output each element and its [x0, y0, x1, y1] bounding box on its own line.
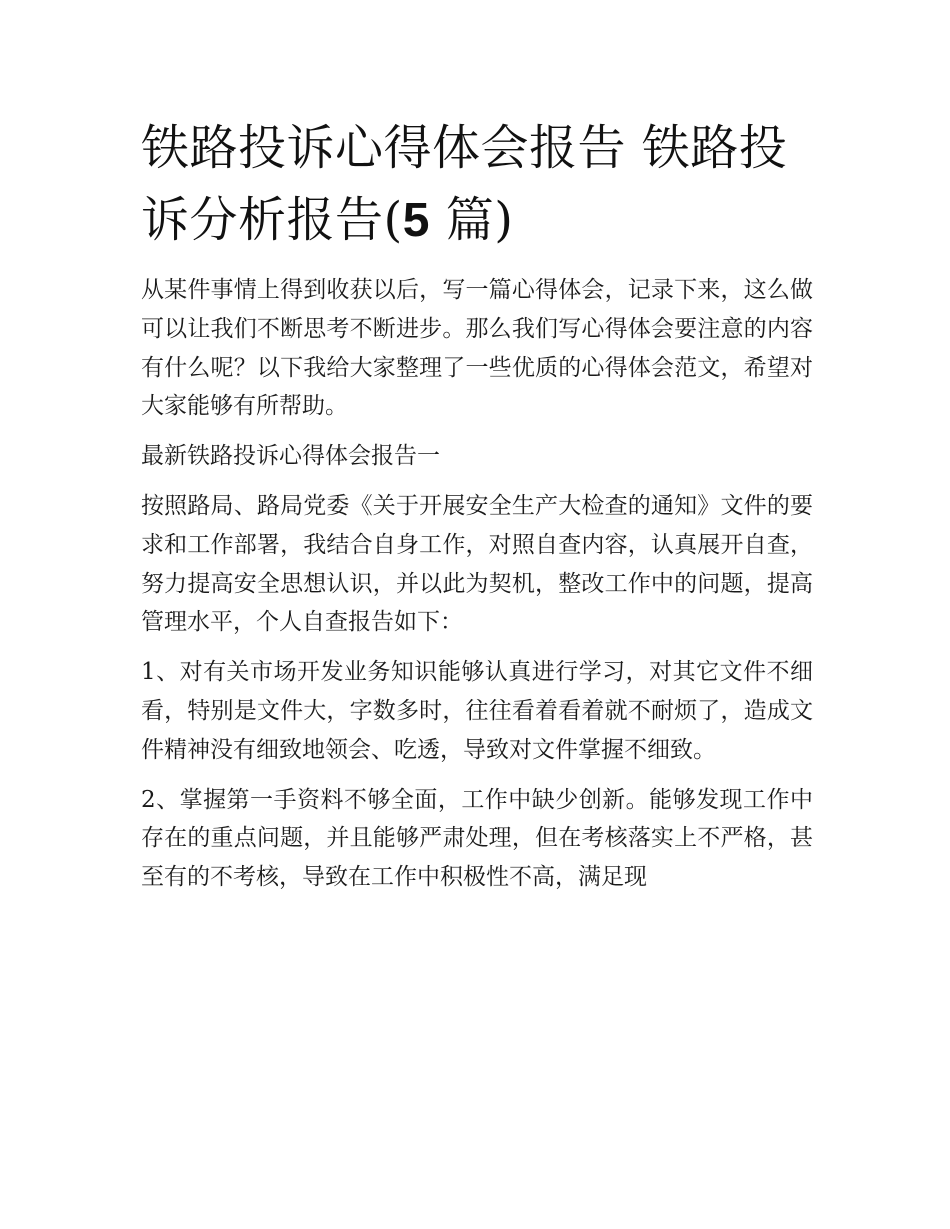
body-paragraph: 按照路局、路局党委《关于开展安全生产大检查的通知》文件的要求和工作部署，我结合自身工作，对照自查内容，认真展开自查，努力提高安全思想认识，并以此为契机，整改工作中的问题，提高管理水平，个人自查报告如下：	[141, 492, 813, 636]
title-count: 5	[402, 194, 430, 247]
document-title	[141, 112, 813, 257]
document-body	[141, 271, 813, 897]
document-page	[141, 112, 813, 908]
list-item-2: 2、掌握第一手资料不够全面，工作中缺少创新。能够发现工作中存在的重点问题，并且能够严肃处理，但在考核落实上不严格，甚至有的不考核，导致在工作中积极性不高，满足现	[141, 786, 813, 891]
title-text-part2: 篇)	[429, 192, 514, 248]
title-text-part1: 铁路投诉心得体会报告 铁路投诉分析报告(	[141, 120, 788, 248]
section-heading: 最新铁路投诉心得体会报告一	[141, 443, 440, 470]
intro-paragraph: 从某件事情上得到收获以后，写一篇心得体会，记录下来，这么做可以让我们不断思考不断进步。那么我们写心得体会要注意的内容有什么呢？以下我给大家整理了一些优质的心得体会范文，希望对大家能够有所帮助。	[141, 277, 813, 420]
list-item-1: 1、对有关市场开发业务知识能够认真进行学习，对其它文件不细看，特别是文件大，字数多时，往往看着看着就不耐烦了，造成文件精神没有细致地领会、吃透，导致对文件掌握不细致。	[141, 659, 813, 763]
